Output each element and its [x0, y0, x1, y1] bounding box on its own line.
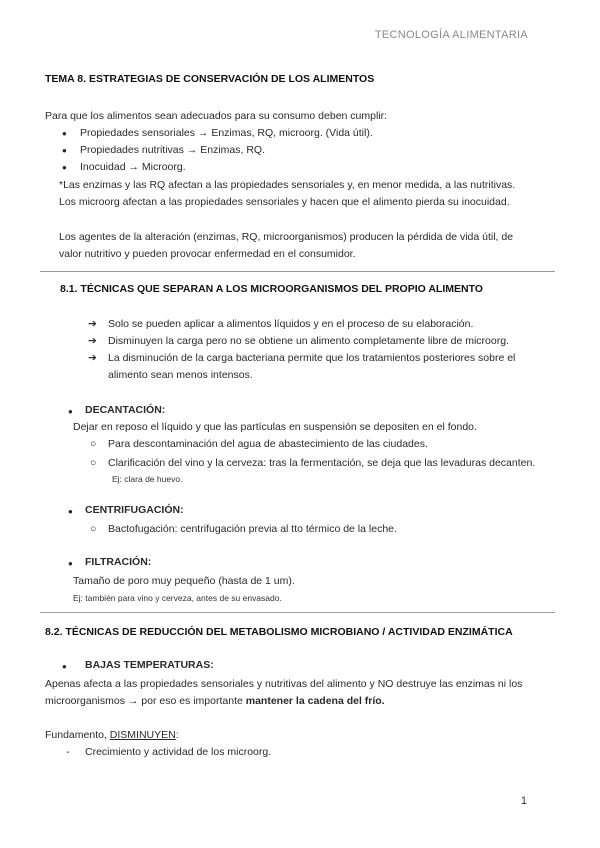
intro-bullet: Propiedades sensoriales → Enzimas, RQ, microorg. (Vida útil). [80, 127, 373, 139]
arrow-bullet-icon: ➔ [88, 335, 97, 347]
intro-note: Los microorg afectan a las propiedades sensoriales y hacen que el alimento pierda su inocuidad. [59, 196, 510, 208]
bullet-dot-icon: ● [62, 163, 67, 172]
bullet-dot-icon: ● [68, 407, 73, 416]
section-title: 8.2. TÉCNICAS DE REDUCCIÓN DEL METABOLISMO MICROBIANO / ACTIVIDAD ENZIMÁTICA [45, 626, 513, 638]
subheading-bajas-temperaturas: BAJAS TEMPERATURAS: [85, 659, 214, 671]
dash-item: Crecimiento y actividad de los microorg. [85, 746, 272, 758]
intro-bullet: Inocuidad → Microorg. [80, 161, 186, 173]
bullet-dot-icon: ● [68, 507, 73, 516]
dash-bullet-icon: - [66, 746, 70, 758]
centrifugacion-item: Bactofugación: centrifugación previa al tto térmico de la leche. [108, 523, 397, 535]
arrow-item-continued: alimento sean menos intensos. [108, 369, 253, 381]
section-title: 8.1. TÉCNICAS QUE SEPARAN A LOS MICROORGANISMOS DEL PROPIO ALIMENTO [60, 283, 483, 295]
filtracion-desc: Tamaño de poro muy pequeño (hasta de 1 um). [73, 575, 295, 587]
bullet-dot-icon: ● [62, 662, 67, 671]
bajas-text: microorganismos → por eso es importante [45, 695, 246, 707]
decantacion-item: Para descontaminación del agua de abastecimiento de las ciudades. [108, 438, 428, 450]
intro-paragraph: Los agentes de la alteración (enzimas, RQ, microorganismos) producen la pérdida de vida útil, de [59, 231, 514, 243]
bajas-paragraph: Apenas afecta a las propiedades sensoriales y nutritivas del alimento y NO destruye las enzimas ni los [45, 678, 523, 690]
decantacion-example: Ej: clara de huevo. [112, 474, 183, 484]
subheading-decantacion: DECANTACIÓN: [85, 404, 166, 416]
fundamento-label: Fundamento, [45, 729, 110, 741]
circle-bullet-icon: ○ [90, 438, 97, 450]
bullet-dot-icon: ● [62, 146, 67, 155]
arrow-item: Solo se pueden aplicar a alimentos líquidos y en el proceso de su elaboración. [108, 318, 474, 330]
arrow-bullet-icon: ➔ [88, 318, 97, 330]
arrow-bullet-icon: ➔ [88, 352, 97, 364]
decantacion-item: Clarificación del vino y la cerveza: tras la fermentación, se deja que las levaduras decanten. [108, 457, 536, 469]
circle-bullet-icon: ○ [90, 457, 97, 469]
page-number: 1 [520, 795, 527, 807]
document-header: TECNOLOGÍA ALIMENTARIA [374, 29, 528, 41]
bullet-dot-icon: ● [68, 559, 73, 568]
circle-bullet-icon: ○ [90, 523, 97, 535]
subheading-filtracion: FILTRACIÓN: [85, 556, 152, 568]
section-divider [40, 271, 555, 272]
arrow-item: Disminuyen la carga pero no se obtiene un alimento completamente libre de microorg. [108, 335, 509, 347]
section-divider [40, 612, 555, 613]
intro-lead: Para que los alimentos sean adecuados para su consumo deben cumplir: [45, 110, 388, 122]
arrow-item: La disminución de la carga bacteriana permite que los tratamientos posteriores sobre el [108, 352, 516, 364]
decantacion-desc: Dejar en reposo el líquido y que las partículas en suspensión se depositen en el fondo. [73, 421, 477, 433]
bajas-emphasis: mantener la cadena del frío. [245, 695, 385, 707]
fundamento-colon: : [175, 729, 179, 741]
intro-bullet: Propiedades nutritivas → Enzimas, RQ. [80, 144, 265, 156]
subheading-centrifugacion: CENTRIFUGACIÓN: [85, 504, 184, 516]
intro-note: *Las enzimas y las RQ afectan a las propiedades sensoriales y, en menor medida, a las nutritivas. [59, 179, 516, 191]
bajas-paragraph-line2 [45, 695, 385, 707]
page-title: TEMA 8. ESTRATEGIAS DE CONSERVACIÓN DE LOS ALIMENTOS [45, 73, 375, 85]
bullet-dot-icon: ● [62, 129, 67, 138]
filtracion-example: Ej: también para vino y cerveza, antes de su envasado. [73, 593, 282, 603]
fundamento-line [45, 729, 179, 741]
fundamento-keyword: DISMINUYEN [109, 729, 176, 741]
intro-paragraph: valor nutritivo y pueden provocar enfermedad en el consumidor. [59, 248, 356, 260]
